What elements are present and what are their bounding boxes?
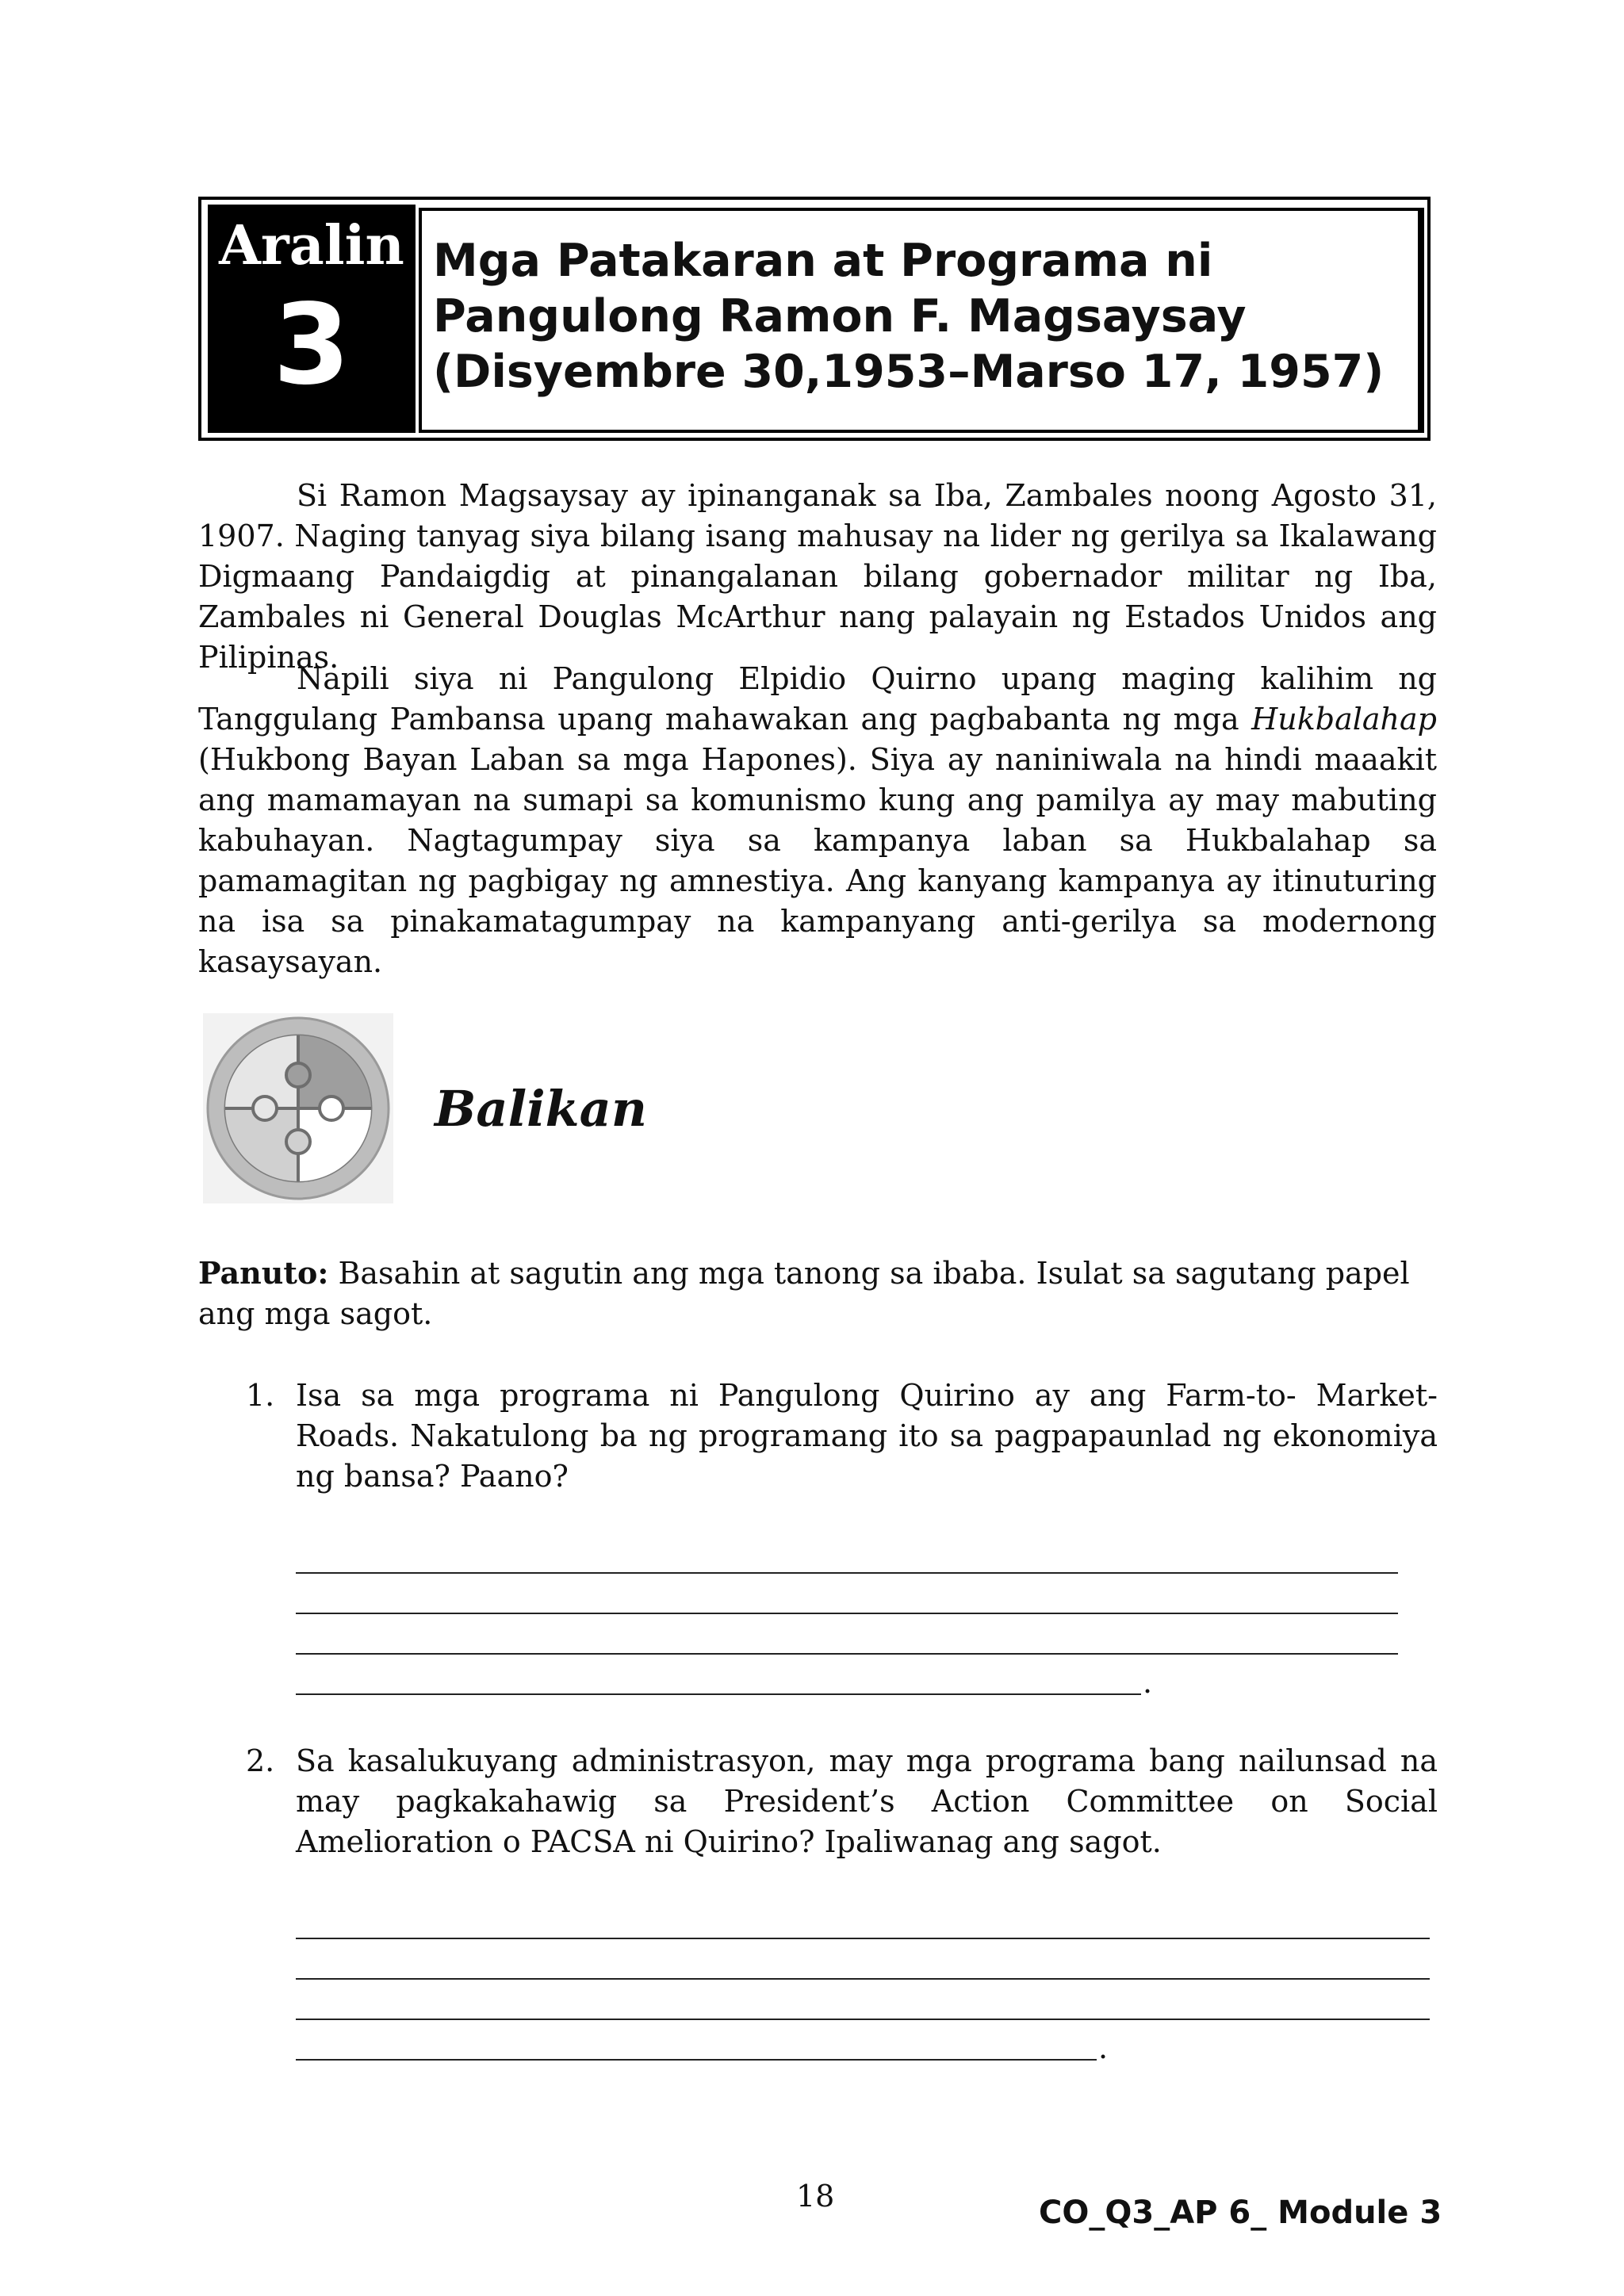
question-2-number: 2. [246, 1743, 275, 1778]
answer-end-period: . [1098, 2030, 1109, 2065]
lesson-number: 3 [273, 281, 350, 410]
answer-line[interactable] [296, 1938, 1430, 1939]
answer-line[interactable] [296, 1653, 1398, 1655]
lesson-title-line-2: Pangulong Ramon F. Magsaysay [433, 290, 1247, 342]
module-code: CO_Q3_AP 6_ Module 3 [1039, 2195, 1442, 2231]
lesson-title-line-1: Mga Patakaran at Programa ni [433, 235, 1213, 287]
lesson-word: Aralin [219, 214, 404, 277]
puzzle-icon [203, 1013, 393, 1203]
section-title: Balikan [435, 1080, 647, 1138]
answer-line[interactable] [296, 2019, 1430, 2020]
answer-end-period: . [1143, 1665, 1153, 1700]
answer-line[interactable] [296, 1613, 1398, 1614]
question-2-text: Sa kasalukuyang administrasyon, may mga programa bang nailunsad na may pagkakahawig sa President’s Action Committee on Social Amelioration o PACSA ni Quirino? Ipaliwanag ang sagot. [296, 1743, 1438, 1859]
lesson-title-box [419, 208, 1424, 433]
answer-line[interactable] [296, 1978, 1430, 1980]
answer-line[interactable] [296, 1693, 1141, 1695]
question-1-text: Isa sa mga programa ni Pangulong Quirino ay ang Farm-to- Market-Roads. Nakatulong ba ng programang ito sa pagpapaunlad ng ekonomiya ng bansa? Paano? [296, 1378, 1438, 1494]
hukbalahap-term: Hukbalahap [1251, 702, 1437, 737]
page-number: 18 [796, 2179, 835, 2214]
instructions-text: Basahin at sagutin ang mga tanong sa ibaba. Isulat sa sagutang papel ang mga sagot. [198, 1256, 1410, 1331]
instructions [198, 1253, 1437, 1334]
question-1-number: 1. [246, 1378, 275, 1413]
answer-line[interactable] [296, 1572, 1398, 1574]
intro-paragraph-2: Napili siya ni Pangulong Elpidio Quirno upang maging kalihim ng Tanggulang Pambansa upang mahawakan ang pagbabanta ng mga Hukbalahap (Hukbong Bayan Laban sa mga Hapones). Siya ay naniniwala na hindi maaakit ang mamamayan na sumapi sa komunismo kung ang pamilya ay may mabuting kabuhayan. Nagtagumpay siya sa kampanya laban sa Hukbalahap sa pamamagitan ng pagbigay ng amnestiya. Ang kanyang kampanya ay itinuturing na isa sa pinakamatagumpay na kampanyang anti-gerilya sa modernong kasaysayan. [198, 661, 1437, 979]
answer-line[interactable] [296, 2059, 1097, 2061]
intro-paragraph-1: Si Ramon Magsaysay ay ipinanganak sa Iba, Zambales noong Agosto 31, 1907. Naging tanyag siya bilang isang mahusay na lider ng gerilya sa Ikalawang Digmaang Pandaigdig at pinangalanan bilang gobernador militar ng Iba, Zambales ni General Douglas McArthur nang palayain ng Estados Unidos ang Pilipinas. [198, 478, 1437, 675]
lesson-number-block [208, 205, 416, 433]
lesson-title-line-3: (Disyembre 30,1953–Marso 17, 1957) [433, 346, 1385, 398]
instructions-label: Panuto: [198, 1255, 329, 1291]
